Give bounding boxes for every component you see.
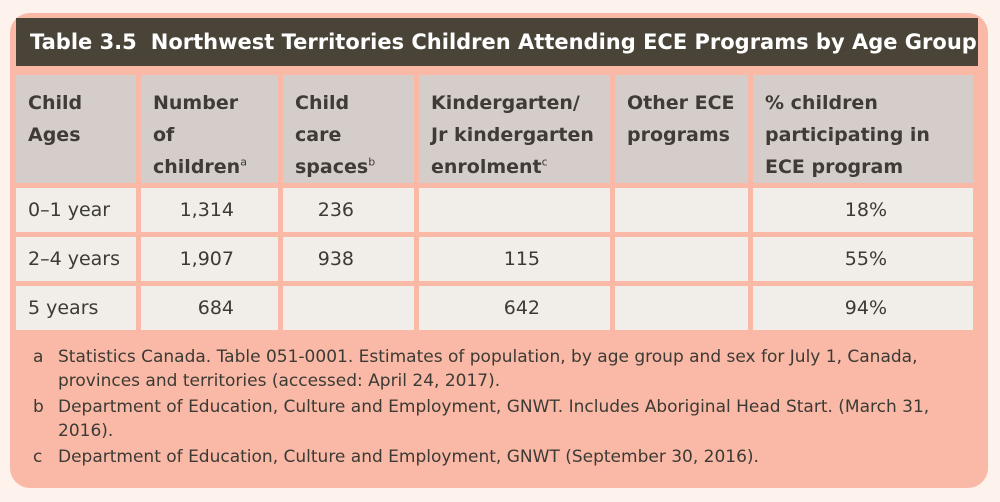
footnote-text: Department of Education, Culture and Employment, GNWT. Includes Aboriginal Head Start. (March 31, 2016). <box>58 397 930 441</box>
cell-kindergarten <box>419 188 610 232</box>
footnote-text: Department of Education, Culture and Employment, GNWT (September 30, 2016). <box>58 447 759 467</box>
cell-percent: 55% <box>753 237 973 281</box>
cell-kindergarten: 642 <box>419 286 610 330</box>
cell-child-care: 236 <box>283 188 414 232</box>
footnotes <box>33 345 963 471</box>
footnote-c <box>33 445 963 469</box>
header-child-ages: Child Ages <box>16 75 136 183</box>
footnote-text: Statistics Canada. Table 051-0001. Estimates of population, by age group and sex for July 1, Canada, provinces and territories (accessed: April 24, 2017). <box>58 347 918 391</box>
table-title-bar <box>16 18 978 66</box>
header-row <box>16 75 973 183</box>
table-row <box>16 237 973 281</box>
cell-age: 2–4 years <box>16 237 136 281</box>
table-number: Table 3.5 <box>30 30 137 54</box>
header-percent-participating: % children participating in ECE program <box>753 75 973 183</box>
cell-child-care: 938 <box>283 237 414 281</box>
footnote-b <box>33 395 963 443</box>
header-number-of-children: Number of children$^a$ <box>141 75 278 183</box>
footnote-a <box>33 345 963 393</box>
header-other-ece-programs: Other ECE programs <box>615 75 748 183</box>
cell-other <box>615 188 748 232</box>
cell-percent: 18% <box>753 188 973 232</box>
footnote-letter: a <box>33 347 44 367</box>
cell-children: 1,907 <box>141 237 278 281</box>
table-title: Northwest Territories Children Attending ECE Programs by Age Group <box>150 30 977 54</box>
cell-percent: 94% <box>753 286 973 330</box>
cell-other <box>615 286 748 330</box>
footnote-letter: b <box>33 397 44 417</box>
data-table <box>11 70 978 335</box>
cell-child-care <box>283 286 414 330</box>
cell-other <box>615 237 748 281</box>
footnote-letter: c <box>33 447 43 467</box>
table-row <box>16 188 973 232</box>
header-kindergarten-enrolment: Kindergarten/ Jr kindergarten enrolment$^c$ <box>419 75 610 183</box>
cell-children: 684 <box>141 286 278 330</box>
table-row <box>16 286 973 330</box>
cell-age: 5 years <box>16 286 136 330</box>
cell-kindergarten: 115 <box>419 237 610 281</box>
cell-age: 0–1 year <box>16 188 136 232</box>
header-child-care-spaces: Child care spaces$^b$ <box>283 75 414 183</box>
cell-children: 1,314 <box>141 188 278 232</box>
